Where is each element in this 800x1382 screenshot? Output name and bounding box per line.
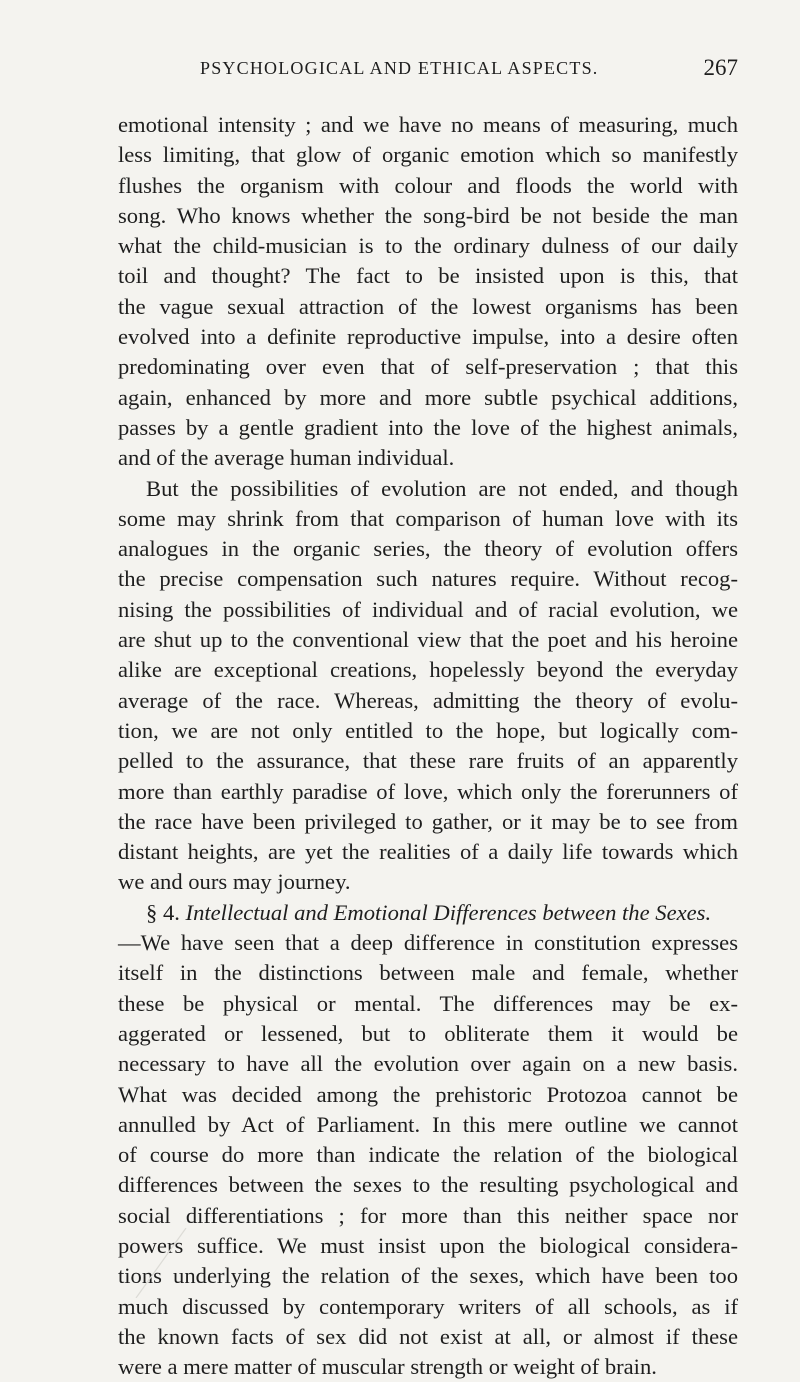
text-line: What was decided among the prehistoric Protozoa cannot be	[118, 1081, 738, 1107]
text-line: the race have been privileged to gather, or it may be to see from	[118, 808, 738, 834]
text-line: predominating over even that of self-preservation ; that this	[118, 354, 738, 380]
page-number: 267	[703, 55, 738, 80]
text-line: these be physical or mental. The differences may be ex-	[118, 990, 738, 1016]
text-line: differences between the sexes to the resulting psychological and	[118, 1172, 738, 1198]
text-line: the known facts of sex did not exist at all, or almost if these	[118, 1323, 738, 1349]
text-line: tion, we are not only entitled to the hope, but logically com-	[118, 717, 738, 743]
scan-crease-mark	[128, 1228, 188, 1298]
section-number: § 4.	[146, 899, 180, 925]
text-line: pelled to the assurance, that these rare fruits of an apparently	[118, 748, 738, 774]
text-line: powers suffice. We must insist upon the biological considera-	[118, 1232, 738, 1258]
text-line: aggerated or lessened, but to obliterate them it would be	[118, 1020, 738, 1046]
section-heading	[118, 898, 738, 928]
text-line: evolved into a definite reproductive impulse, into a desire often	[118, 324, 738, 350]
text-line: flushes the organism with colour and floods the world with	[118, 172, 738, 198]
text-line: passes by a gentle gradient into the love of the highest animals,	[118, 414, 738, 440]
text-line: tions underlying the relation of the sexes, which have been too	[118, 1263, 738, 1289]
text-line: again, enhanced by more and more subtle psychical additions,	[118, 384, 738, 410]
text-line: we and ours may journey.	[118, 869, 351, 895]
text-line: the precise compensation such natures require. Without recog-	[118, 566, 738, 592]
text-line: song. Who knows whether the song-bird be not beside the man	[118, 202, 738, 228]
text-line: some may shrink from that comparison of human love with its	[118, 505, 738, 531]
text-line: social differentiations ; for more than this neither space nor	[118, 1202, 738, 1228]
text-line: itself in the distinctions between male and female, whether	[118, 960, 738, 986]
text-line: what the child-musician is to the ordinary dulness of our daily	[118, 233, 738, 259]
running-head	[118, 55, 738, 88]
paragraph-start-line: But the possibilities of evolution are not ended, and though	[146, 475, 738, 501]
text-line: toil and thought? The fact to be insisted upon is this, that	[118, 263, 738, 289]
text-line: emotional intensity ; and we have no means of measuring, much	[118, 112, 738, 137]
text-line: much discussed by contemporary writers of all schools, as if	[118, 1293, 738, 1319]
text-line: of course do more than indicate the relation of the biological	[118, 1142, 738, 1168]
text-line: less limiting, that glow of organic emotion which so manifestly	[118, 142, 738, 168]
text-line: average of the race. Whereas, admitting the theory of evolu-	[118, 687, 738, 713]
text-line: analogues in the organic series, the theory of evolution offers	[118, 536, 738, 562]
section-title: Intellectual and Emotional Differences between the Sexes.	[185, 899, 712, 925]
text-line: necessary to have all the evolution over again on a new basis.	[118, 1051, 738, 1077]
text-line: are shut up to the conventional view that the poet and his heroine	[118, 627, 738, 653]
text-line: annulled by Act of Parliament. In this mere outline we cannot	[118, 1111, 738, 1137]
running-title: PSYCHOLOGICAL AND ETHICAL ASPECTS.	[200, 58, 599, 78]
text-line: and of the average human individual.	[118, 445, 455, 471]
text-line: distant heights, are yet the realities of a daily life towards which	[118, 839, 738, 865]
text-line: alike are exceptional creations, hopelessly beyond the everyday	[118, 657, 738, 683]
body-text	[118, 110, 738, 1382]
text-line: nising the possibilities of individual and of racial evolution, we	[118, 596, 738, 622]
text-line: —We have seen that a deep difference in constitution expresses	[118, 930, 738, 956]
text-line: the vague sexual attraction of the lowest organisms has been	[118, 293, 738, 319]
text-line: more than earthly paradise of love, which only the forerunners of	[118, 778, 738, 804]
text-line: were a mere matter of muscular strength or weight of brain.	[118, 1354, 657, 1380]
